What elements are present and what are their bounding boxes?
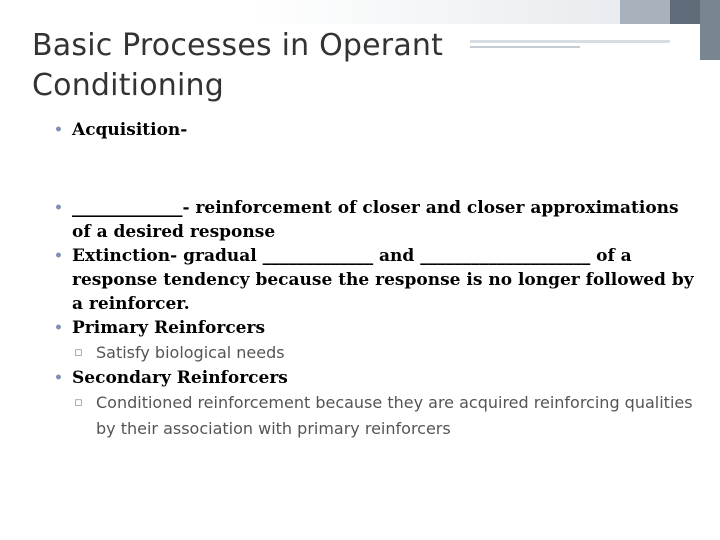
sub-bullet-secondary [54,390,694,442]
bullet-text: Acquisition- [72,120,188,140]
bullet-text: _____________- reinforcement of closer and closer approximations of a desired response [72,198,679,242]
bullet-extinction [54,244,694,316]
bullet-dot-icon: • [54,370,63,386]
header-decoration-light [250,0,620,24]
bullet-dot-icon: • [54,248,63,264]
sub-bullet-square-icon: ▫ [74,345,83,360]
spacer [54,142,694,196]
bullet-text: Primary Reinforcers [72,318,266,338]
header-decoration-column [700,0,720,60]
bullet-primary-reinforcers [54,316,694,340]
bullet-dot-icon: • [54,200,63,216]
bullet-dot-icon: • [54,320,63,336]
sub-bullet-square-icon: ▫ [74,395,83,410]
header-decoration-mid [620,0,670,24]
bullet-shaping [54,196,694,244]
bullet-text: Extinction- gradual _____________ and ____________________ of a response tendency because the response is no longer followed by a reinforcer. [72,246,694,314]
bullet-acquisition [54,118,694,142]
sub-bullet-text: Satisfy biological needs [96,343,285,362]
bullet-secondary-reinforcers [54,366,694,390]
sub-bullet-primary [54,340,694,366]
sub-bullet-text: Conditioned reinforcement because they are acquired reinforcing qualities by their association with primary reinforcers [96,393,693,438]
bullet-list [54,118,694,442]
slide-title: Basic Processes in Operant Conditioning [32,28,444,103]
bullet-dot-icon: • [54,122,63,138]
bullet-text: Secondary Reinforcers [72,368,288,388]
